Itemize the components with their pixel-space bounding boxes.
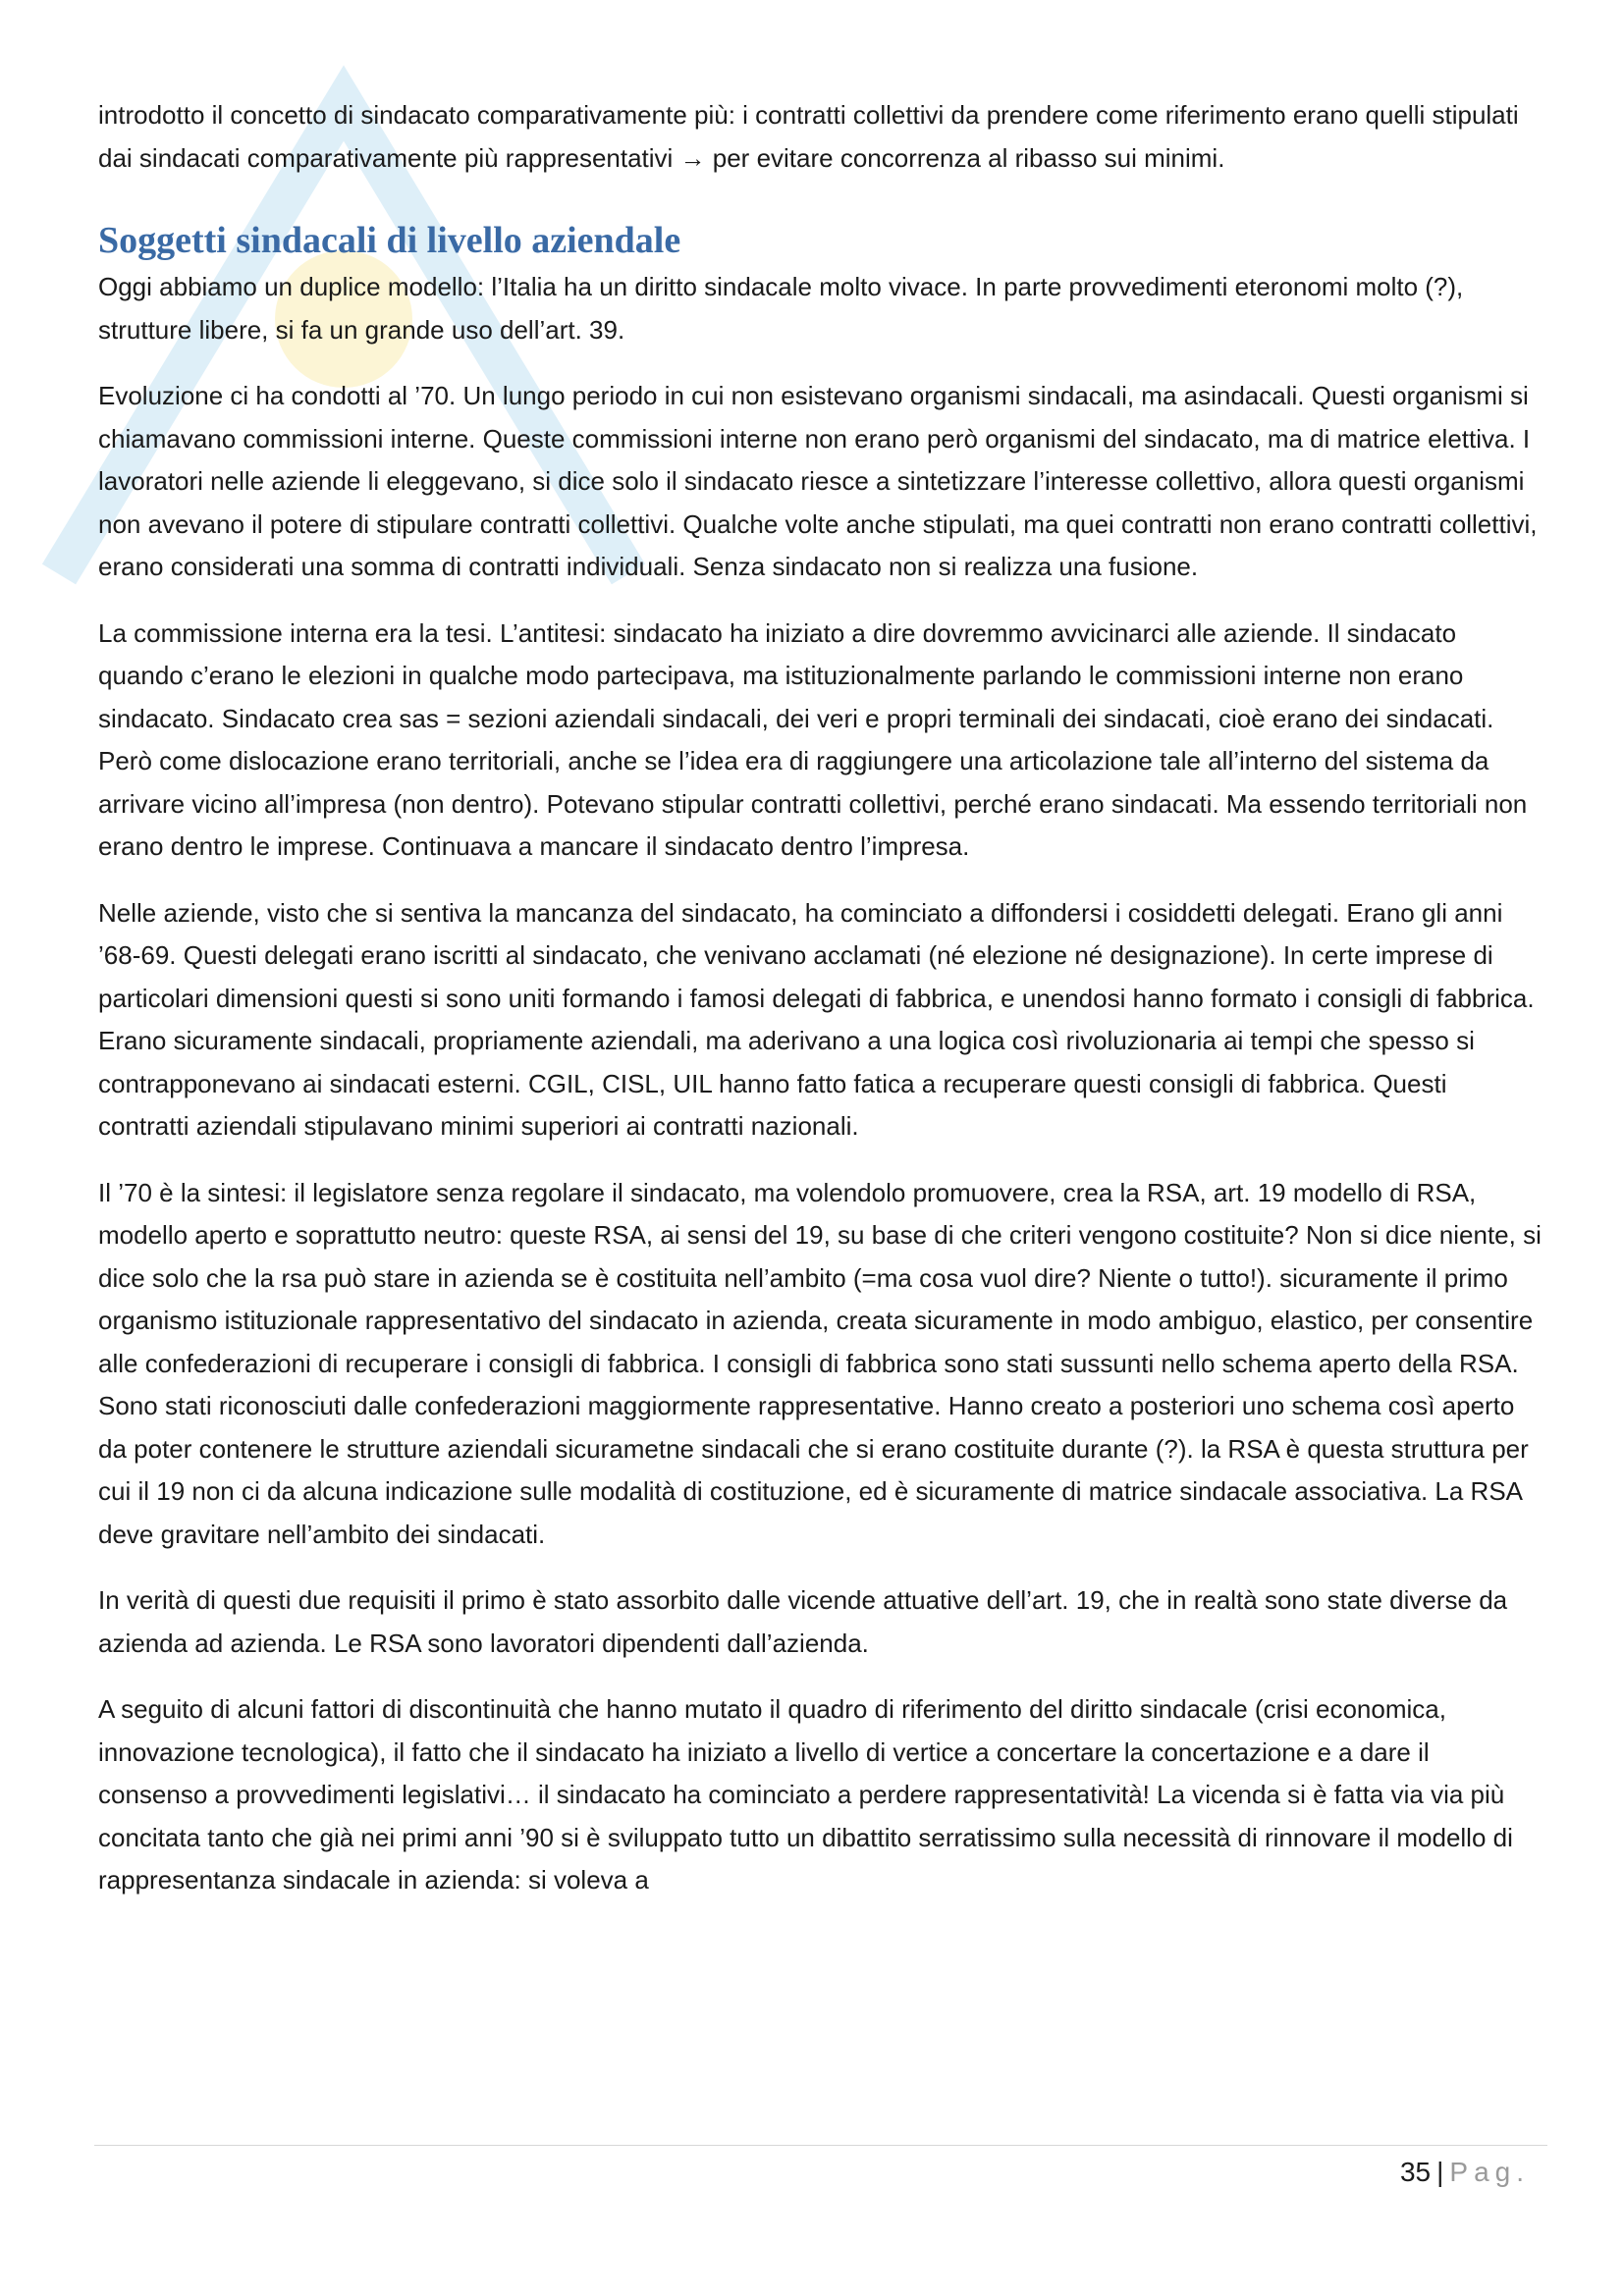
footer-divider <box>94 2145 1547 2146</box>
page-content <box>98 94 1542 1926</box>
paragraph: Nelle aziende, visto che si sentiva la mancanza del sindacato, ha cominciato a diffondersi i cosiddetti delegati. Erano gli anni ’68-69. Questi delegati erano iscritti al sindacato, che venivano acclamati (né elezione né designazione). In certe imprese di particolari dimensioni questi si sono uniti formando i famosi delegati di fabbrica, e unendosi hanno formato i consigli di fabbrica. Erano sicuramente sindacali, propriamente aziendali, ma aderivano a una logica così rivoluzionaria ai tempi che spesso si contrapponevano ai sindacati esterni. CGIL, CISL, UIL hanno fatto fatica a recuperare questi consigli di fabbrica. Questi contratti aziendali stipulavano minimi superiori ai contratti nazionali. <box>98 897 1535 1141</box>
page-label: Pag. <box>1449 2157 1530 2187</box>
paragraph: La commissione interna era la tesi. L’antitesi: sindacato ha iniziato a dire dovremmo avvicinarci alle aziende. Il sindacato quando c’erano le elezioni in qualche modo partecipava, ma istituzionalmente parlando le commissioni interne non erano sindacato. Sindacato crea sas = sezioni aziendali sindacali, dei veri e propri terminali dei sindacati, cioè erano dei sindacati. Però come dislocazione erano territoriali, anche se l’idea era di raggiungere una articolazione tale all’interno del sistema da arrivare vicino all’impresa (non dentro). Potevano stipular contratti collettivi, perché erano sindacati. Ma essendo territoriali non erano dentro le imprese. Continuava a mancare il sindacato dentro l’impresa. <box>98 617 1528 861</box>
paragraph: A seguito di alcuni fattori di discontinuità che hanno mutato il quadro di riferimento del diritto sindacale (crisi economica, innovazione tecnologica), il fatto che il sindacato ha iniziato a livello di vertice a concertare la concertazione e a dare il consenso a provvedimenti legislativi… il sindacato ha cominciato a perdere rappresentatività! La vicenda si è fatta via via più concitata tanto che già nei primi anni ’90 si è sviluppato tutto un dibattito serratissimo sulla necessità di rinnovare il modello di rappresentanza sindacale in azienda: si voleva a <box>98 1694 1513 1895</box>
page-footer <box>1400 2153 1530 2192</box>
paragraph-intro: introdotto il concetto di sindacato comparativamente più: i contratti collettivi da prendere come riferimento erano quelli stipulati dai sindacati comparativamente più rappresentativi → per evitare concorrenza al ribasso sui minimi. <box>98 100 1519 173</box>
footer-separator: | <box>1436 2157 1444 2187</box>
paragraph: In verità di questi due requisiti il primo è stato assorbito dalle vicende attuative dell’art. 19, che in realtà sono state diverse da azienda ad azienda. Le RSA sono lavoratori dipendenti dall’azienda. <box>98 1585 1508 1658</box>
page-number: 35 <box>1399 2157 1432 2187</box>
paragraph: Oggi abbiamo un duplice modello: l’Italia ha un diritto sindacale molto vivace. In parte provvedimenti eteronomi molto (?), strutture libere, si fa un grande uso dell’art. 39. <box>98 272 1464 345</box>
paragraph: Evoluzione ci ha condotti al ’70. Un lungo periodo in cui non esistevano organismi sindacali, ma asindacali. Questi organismi si chiamavano commissioni interne. Queste commissioni interne non erano però organismi del sindacato, ma di matrice elettiva. I lavoratori nelle aziende li eleggevano, si dice solo il sindacato riesce a sintetizzare l’interesse collettivo, allora questi organismi non avevano il potere di stipulare contratti collettivi. Qualche volte anche stipulati, ma quei contratti non erano contratti collettivi, erano considerati una somma di contratti individuali. Senza sindacato non si realizza una fusione. <box>98 381 1538 581</box>
paragraph: Il ’70 è la sintesi: il legislatore senza regolare il sindacato, ma volendolo promuovere, crea la RSA, art. 19 modello di RSA, modello aperto e soprattutto neutro: queste RSA, ai sensi del 19, su base di che criteri vengono costituite? Non si dice niente, si dice solo che la rsa può stare in azienda se è costituita nell’ambito (=ma cosa vuol dire? Niente o tutto!). sicuramente il primo organismo istituzionale rappresentativo del sindacato in azienda, creata sicuramente in modo ambiguo, elastico, per consentire alle confederazioni di recuperare i consigli di fabbrica. I consigli di fabbrica sono stati sussunti nello schema aperto della RSA. Sono stati riconosciuti dalle confederazioni maggiormente rappresentative. Hanno creato a posteriori uno schema così aperto da poter contenere le strutture aziendali sicurametne sindacali che si erano costituite durante (?). la RSA è questa struttura per cui il 19 non ci da alcuna indicazione sulle modalità di costituzione, ed è sicuramente di matrice sindacale associativa. La RSA deve gravitare nell’ambito dei sindacati. <box>98 1177 1542 1549</box>
section-heading: Soggetti sindacali di livello aziendale <box>98 220 681 261</box>
